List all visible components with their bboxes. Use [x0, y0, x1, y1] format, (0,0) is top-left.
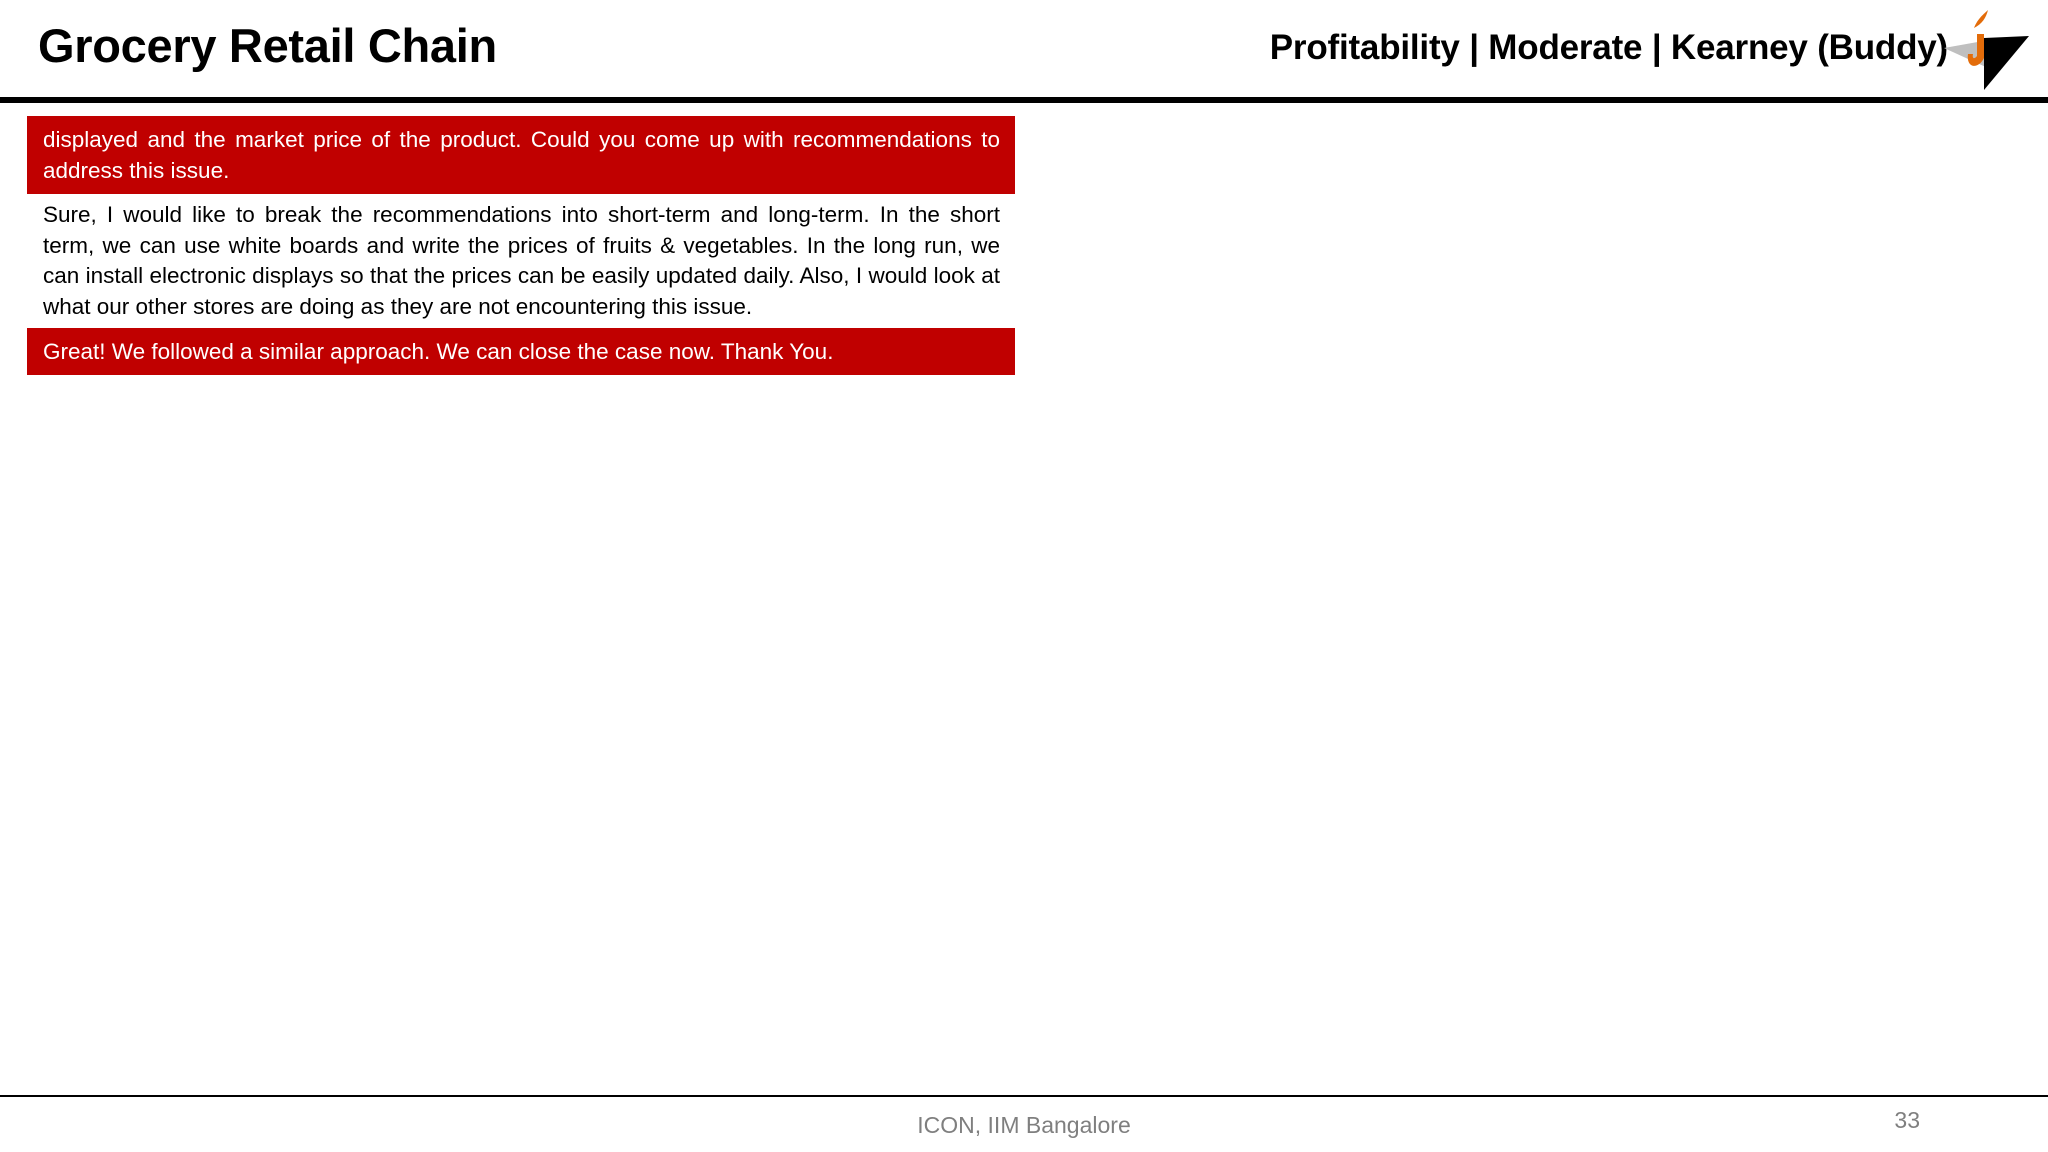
page-number: 33 — [1894, 1107, 1920, 1133]
slide-title: Grocery Retail Chain — [38, 19, 497, 72]
footer-source: ICON, IIM Bangalore — [917, 1112, 1131, 1138]
interviewer-message: displayed and the market price of the product. Could you come up with recommendations to address this issue. — [27, 116, 1015, 194]
conversation — [27, 116, 1015, 375]
logo-icon — [1944, 10, 2029, 92]
footer-divider — [0, 1095, 2048, 1097]
interviewer-closing-message: Great! We followed a similar approach. We can close the case now. Thank You. — [27, 328, 1015, 375]
candidate-response: Sure, I would like to break the recommendations into short-term and long-term. In the short term, we can use white boards and write the prices of fruits & vegetables. In the long run, we can install electronic displays so that the prices can be easily updated daily. Also, I would look at what our other stores are doing as they are not encountering this issue. — [43, 202, 1000, 319]
header-divider — [0, 97, 2048, 103]
case-meta: Profitability | Moderate | Kearney (Buddy) — [1269, 28, 1948, 67]
